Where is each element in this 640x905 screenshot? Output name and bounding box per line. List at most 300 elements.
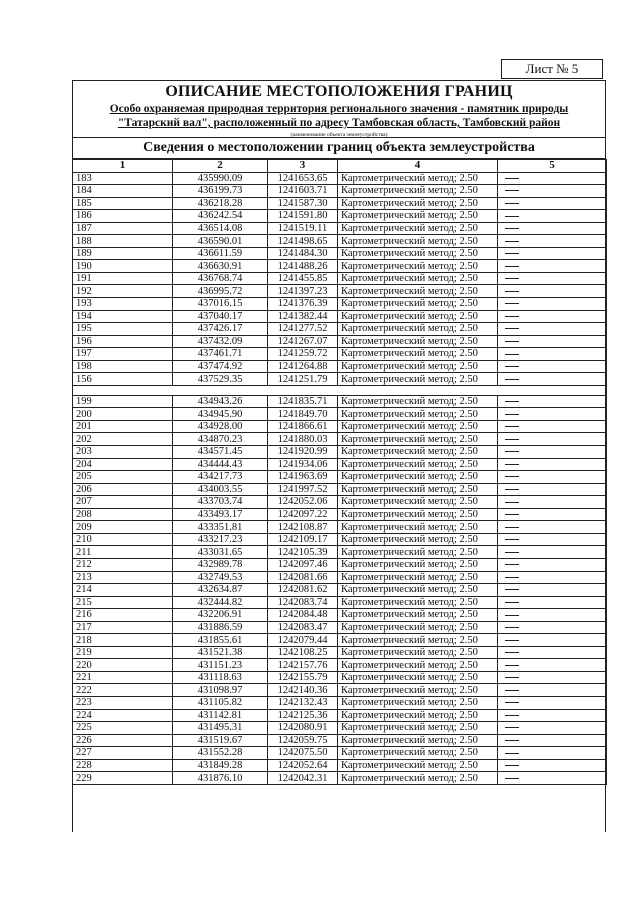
point-number: 227 — [73, 747, 173, 760]
point-number: 190 — [73, 260, 173, 273]
point-number: 188 — [73, 235, 173, 248]
x-coordinate: 433031.65 — [173, 546, 268, 559]
column-header: 5 — [498, 160, 607, 173]
y-coordinate: 1241264.88 — [268, 360, 338, 373]
dash-mark — [505, 753, 519, 754]
coordinates-table — [72, 159, 607, 785]
table-row — [73, 446, 607, 459]
y-coordinate: 1242081.62 — [268, 584, 338, 597]
dash-mark — [505, 203, 519, 204]
point-number: 216 — [73, 609, 173, 622]
note-cell — [498, 235, 607, 248]
point-number: 214 — [73, 584, 173, 597]
method-accuracy: Картометрический метод; 2.50 — [338, 483, 498, 496]
table-row — [73, 571, 607, 584]
section-title: Сведения о местоположении границ объекта землеустройства — [73, 137, 605, 159]
dash-mark — [505, 328, 519, 329]
note-cell — [498, 323, 607, 336]
table-row — [73, 696, 607, 709]
x-coordinate: 434928.00 — [173, 420, 268, 433]
point-number: 222 — [73, 684, 173, 697]
y-coordinate: 1242081.66 — [268, 571, 338, 584]
dash-mark — [505, 615, 519, 616]
table-row — [73, 360, 607, 373]
method-accuracy: Картометрический метод; 2.50 — [338, 471, 498, 484]
column-header: 4 — [338, 160, 498, 173]
x-coordinate: 433217.23 — [173, 533, 268, 546]
point-number: 195 — [73, 323, 173, 336]
method-accuracy: Картометрический метод; 2.50 — [338, 508, 498, 521]
x-coordinate: 434217.73 — [173, 471, 268, 484]
x-coordinate: 431521.38 — [173, 646, 268, 659]
table-row — [73, 684, 607, 697]
note-cell — [498, 533, 607, 546]
table-row — [73, 197, 607, 210]
dash-mark — [505, 253, 519, 254]
table-row — [73, 247, 607, 260]
dash-mark — [505, 354, 519, 355]
x-coordinate: 431855.61 — [173, 634, 268, 647]
y-coordinate: 1242075.50 — [268, 747, 338, 760]
x-coordinate: 437016.15 — [173, 298, 268, 311]
point-number: 225 — [73, 722, 173, 735]
method-accuracy: Картометрический метод; 2.50 — [338, 571, 498, 584]
method-accuracy: Картометрический метод; 2.50 — [338, 360, 498, 373]
point-number: 209 — [73, 521, 173, 534]
note-cell — [498, 546, 607, 559]
table-row — [73, 521, 607, 534]
point-number: 199 — [73, 395, 173, 408]
y-coordinate: 1242059.75 — [268, 734, 338, 747]
object-name-line-1: Особо охраняемая природная территория регионального значения - памятник природы — [109, 103, 569, 115]
x-coordinate: 431495.31 — [173, 722, 268, 735]
point-number: 229 — [73, 772, 173, 785]
note-cell — [498, 172, 607, 185]
point-number: 215 — [73, 596, 173, 609]
x-coordinate: 437529.35 — [173, 373, 268, 386]
y-coordinate: 1241653.65 — [268, 172, 338, 185]
table-row — [73, 596, 607, 609]
y-coordinate: 1241376.39 — [268, 298, 338, 311]
y-coordinate: 1241519.11 — [268, 222, 338, 235]
table-row — [73, 496, 607, 509]
table-row — [73, 395, 607, 408]
dash-mark — [505, 589, 519, 590]
y-coordinate: 1241484.30 — [268, 247, 338, 260]
table-row — [73, 621, 607, 634]
table-row — [73, 260, 607, 273]
y-coordinate: 1242140.36 — [268, 684, 338, 697]
point-number: 202 — [73, 433, 173, 446]
note-cell — [498, 335, 607, 348]
point-number: 197 — [73, 348, 173, 361]
note-cell — [498, 185, 607, 198]
y-coordinate: 1241849.70 — [268, 408, 338, 421]
point-number: 193 — [73, 298, 173, 311]
note-cell — [498, 373, 607, 386]
table-row — [73, 285, 607, 298]
x-coordinate: 431519.67 — [173, 734, 268, 747]
note-cell — [498, 298, 607, 311]
x-coordinate: 434943.26 — [173, 395, 268, 408]
table-row — [73, 458, 607, 471]
method-accuracy: Картометрический метод; 2.50 — [338, 222, 498, 235]
dash-mark — [505, 627, 519, 628]
method-accuracy: Картометрический метод; 2.50 — [338, 172, 498, 185]
dash-mark — [505, 527, 519, 528]
dash-mark — [505, 715, 519, 716]
method-accuracy: Картометрический метод; 2.50 — [338, 696, 498, 709]
note-cell — [498, 408, 607, 421]
object-name-caption: (наименование объекта землеустройства) — [290, 132, 388, 138]
note-cell — [498, 508, 607, 521]
dash-mark — [505, 665, 519, 666]
y-coordinate: 1241498.65 — [268, 235, 338, 248]
method-accuracy: Картометрический метод; 2.50 — [338, 285, 498, 298]
dash-mark — [505, 552, 519, 553]
note-cell — [498, 433, 607, 446]
table-row — [73, 734, 607, 747]
x-coordinate: 431105.82 — [173, 696, 268, 709]
table-row — [73, 634, 607, 647]
table-header-row — [73, 160, 607, 173]
method-accuracy: Картометрический метод; 2.50 — [338, 260, 498, 273]
note-cell — [498, 621, 607, 634]
note-cell — [498, 734, 607, 747]
y-coordinate: 1242084.48 — [268, 609, 338, 622]
x-coordinate: 431552.28 — [173, 747, 268, 760]
method-accuracy: Картометрический метод; 2.50 — [338, 323, 498, 336]
method-accuracy: Картометрический метод; 2.50 — [338, 671, 498, 684]
method-accuracy: Картометрический метод; 2.50 — [338, 584, 498, 597]
table-row — [73, 533, 607, 546]
dash-mark — [505, 266, 519, 267]
dash-mark — [505, 514, 519, 515]
note-cell — [498, 709, 607, 722]
table-row — [73, 546, 607, 559]
note-cell — [498, 521, 607, 534]
dash-mark — [505, 426, 519, 427]
dash-mark — [505, 677, 519, 678]
note-cell — [498, 634, 607, 647]
document-frame — [72, 80, 606, 832]
note-cell — [498, 446, 607, 459]
table-row — [73, 609, 607, 622]
x-coordinate: 435990.09 — [173, 172, 268, 185]
y-coordinate: 1242083.47 — [268, 621, 338, 634]
point-number: 205 — [73, 471, 173, 484]
x-coordinate: 436630.91 — [173, 260, 268, 273]
method-accuracy: Картометрический метод; 2.50 — [338, 185, 498, 198]
separator-row — [73, 385, 607, 395]
note-cell — [498, 558, 607, 571]
point-number: 194 — [73, 310, 173, 323]
table-row — [73, 210, 607, 223]
point-number: 198 — [73, 360, 173, 373]
method-accuracy: Картометрический метод; 2.50 — [338, 247, 498, 260]
y-coordinate: 1242042.31 — [268, 772, 338, 785]
y-coordinate: 1241251.79 — [268, 373, 338, 386]
dash-mark — [505, 577, 519, 578]
dash-mark — [505, 241, 519, 242]
y-coordinate: 1241866.61 — [268, 420, 338, 433]
note-cell — [498, 747, 607, 760]
dash-mark — [505, 379, 519, 380]
method-accuracy: Картометрический метод; 2.50 — [338, 734, 498, 747]
x-coordinate: 431849.28 — [173, 759, 268, 772]
dash-mark — [505, 228, 519, 229]
point-number: 210 — [73, 533, 173, 546]
method-accuracy: Картометрический метод; 2.50 — [338, 558, 498, 571]
note-cell — [498, 247, 607, 260]
x-coordinate: 432749.53 — [173, 571, 268, 584]
x-coordinate: 432206.91 — [173, 609, 268, 622]
column-header: 3 — [268, 160, 338, 173]
table-row — [73, 348, 607, 361]
y-coordinate: 1242097.46 — [268, 558, 338, 571]
x-coordinate: 436590.01 — [173, 235, 268, 248]
note-cell — [498, 759, 607, 772]
dash-mark — [505, 316, 519, 317]
table-row — [73, 323, 607, 336]
note-cell — [498, 210, 607, 223]
method-accuracy: Картометрический метод; 2.50 — [338, 496, 498, 509]
table-row — [73, 172, 607, 185]
note-cell — [498, 360, 607, 373]
sheet-number-box: Лист № 5 — [501, 59, 603, 79]
dash-mark — [505, 778, 519, 779]
y-coordinate: 1242109.17 — [268, 533, 338, 546]
note-cell — [498, 609, 607, 622]
note-cell — [498, 596, 607, 609]
method-accuracy: Картометрический метод; 2.50 — [338, 533, 498, 546]
dash-mark — [505, 341, 519, 342]
method-accuracy: Картометрический метод; 2.50 — [338, 458, 498, 471]
method-accuracy: Картометрический метод; 2.50 — [338, 420, 498, 433]
x-coordinate: 433703.74 — [173, 496, 268, 509]
x-coordinate: 436995.72 — [173, 285, 268, 298]
y-coordinate: 1242080.91 — [268, 722, 338, 735]
x-coordinate: 437461.71 — [173, 348, 268, 361]
x-coordinate: 431142.81 — [173, 709, 268, 722]
method-accuracy: Картометрический метод; 2.50 — [338, 272, 498, 285]
method-accuracy: Картометрический метод; 2.50 — [338, 659, 498, 672]
x-coordinate: 437474.92 — [173, 360, 268, 373]
table-row — [73, 759, 607, 772]
point-number: 189 — [73, 247, 173, 260]
note-cell — [498, 772, 607, 785]
x-coordinate: 436768.74 — [173, 272, 268, 285]
point-number: 192 — [73, 285, 173, 298]
table-row — [73, 335, 607, 348]
point-number: 208 — [73, 508, 173, 521]
method-accuracy: Картометрический метод; 2.50 — [338, 621, 498, 634]
point-number: 206 — [73, 483, 173, 496]
point-number: 201 — [73, 420, 173, 433]
point-number: 191 — [73, 272, 173, 285]
point-number: 221 — [73, 671, 173, 684]
method-accuracy: Картометрический метод; 2.50 — [338, 646, 498, 659]
method-accuracy: Картометрический метод; 2.50 — [338, 335, 498, 348]
point-number: 207 — [73, 496, 173, 509]
dash-mark — [505, 464, 519, 465]
point-number: 213 — [73, 571, 173, 584]
note-cell — [498, 646, 607, 659]
dash-mark — [505, 303, 519, 304]
method-accuracy: Картометрический метод; 2.50 — [338, 722, 498, 735]
point-number: 218 — [73, 634, 173, 647]
y-coordinate: 1241455.85 — [268, 272, 338, 285]
object-name-line-2: "Татарский вал", расположенный по адресу Тамбовская область, Тамбовский район — [117, 117, 561, 129]
table-row — [73, 558, 607, 571]
method-accuracy: Картометрический метод; 2.50 — [338, 759, 498, 772]
method-accuracy: Картометрический метод; 2.50 — [338, 408, 498, 421]
x-coordinate: 433351.81 — [173, 521, 268, 534]
document-title: ОПИСАНИЕ МЕСТОПОЛОЖЕНИЯ ГРАНИЦ — [165, 83, 513, 100]
y-coordinate: 1241277.52 — [268, 323, 338, 336]
point-number: 204 — [73, 458, 173, 471]
method-accuracy: Картометрический метод; 2.50 — [338, 210, 498, 223]
note-cell — [498, 483, 607, 496]
dash-mark — [505, 602, 519, 603]
y-coordinate: 1241997.52 — [268, 483, 338, 496]
method-accuracy: Картометрический метод; 2.50 — [338, 521, 498, 534]
y-coordinate: 1241880.03 — [268, 433, 338, 446]
note-cell — [498, 420, 607, 433]
dash-mark — [505, 401, 519, 402]
x-coordinate: 431098.97 — [173, 684, 268, 697]
method-accuracy: Картометрический метод; 2.50 — [338, 395, 498, 408]
y-coordinate: 1241259.72 — [268, 348, 338, 361]
x-coordinate: 436242.54 — [173, 210, 268, 223]
dash-mark — [505, 727, 519, 728]
point-number: 228 — [73, 759, 173, 772]
dash-mark — [505, 439, 519, 440]
x-coordinate: 434571.45 — [173, 446, 268, 459]
table-row — [73, 185, 607, 198]
point-number: 187 — [73, 222, 173, 235]
table-row — [73, 747, 607, 760]
x-coordinate: 431886.59 — [173, 621, 268, 634]
y-coordinate: 1242155.79 — [268, 671, 338, 684]
table-row — [73, 508, 607, 521]
x-coordinate: 436218.28 — [173, 197, 268, 210]
point-number: 224 — [73, 709, 173, 722]
y-coordinate: 1242105.39 — [268, 546, 338, 559]
y-coordinate: 1242097.22 — [268, 508, 338, 521]
note-cell — [498, 222, 607, 235]
point-number: 186 — [73, 210, 173, 223]
y-coordinate: 1241587.30 — [268, 197, 338, 210]
dash-mark — [505, 178, 519, 179]
y-coordinate: 1241934.06 — [268, 458, 338, 471]
x-coordinate: 436199.73 — [173, 185, 268, 198]
table-row — [73, 310, 607, 323]
note-cell — [498, 458, 607, 471]
point-number: 185 — [73, 197, 173, 210]
y-coordinate: 1241835.71 — [268, 395, 338, 408]
y-coordinate: 1241591.80 — [268, 210, 338, 223]
point-number: 220 — [73, 659, 173, 672]
dash-mark — [505, 489, 519, 490]
y-coordinate: 1242132.43 — [268, 696, 338, 709]
method-accuracy: Картометрический метод; 2.50 — [338, 373, 498, 386]
note-cell — [498, 696, 607, 709]
method-accuracy: Картометрический метод; 2.50 — [338, 634, 498, 647]
note-cell — [498, 671, 607, 684]
y-coordinate: 1242125.36 — [268, 709, 338, 722]
x-coordinate: 437432.09 — [173, 335, 268, 348]
dash-mark — [505, 190, 519, 191]
note-cell — [498, 722, 607, 735]
x-coordinate: 436611.59 — [173, 247, 268, 260]
method-accuracy: Картометрический метод; 2.50 — [338, 546, 498, 559]
table-row — [73, 483, 607, 496]
separator-cell — [73, 385, 607, 395]
x-coordinate: 432444.82 — [173, 596, 268, 609]
table-row — [73, 772, 607, 785]
dash-mark — [505, 476, 519, 477]
dash-mark — [505, 702, 519, 703]
y-coordinate: 1242079.44 — [268, 634, 338, 647]
point-number: 212 — [73, 558, 173, 571]
table-row — [73, 722, 607, 735]
note-cell — [498, 659, 607, 672]
x-coordinate: 434870.23 — [173, 433, 268, 446]
table-row — [73, 272, 607, 285]
y-coordinate: 1242052.06 — [268, 496, 338, 509]
table-body — [73, 172, 607, 784]
table-row — [73, 222, 607, 235]
y-coordinate: 1242108.25 — [268, 646, 338, 659]
method-accuracy: Картометрический метод; 2.50 — [338, 709, 498, 722]
x-coordinate: 437040.17 — [173, 310, 268, 323]
table-row — [73, 584, 607, 597]
table-row — [73, 420, 607, 433]
method-accuracy: Картометрический метод; 2.50 — [338, 433, 498, 446]
dash-mark — [505, 765, 519, 766]
dash-mark — [505, 216, 519, 217]
y-coordinate: 1242052.64 — [268, 759, 338, 772]
note-cell — [498, 197, 607, 210]
x-coordinate: 437426.17 — [173, 323, 268, 336]
table-row — [73, 471, 607, 484]
method-accuracy: Картометрический метод; 2.50 — [338, 446, 498, 459]
y-coordinate: 1241267.07 — [268, 335, 338, 348]
y-coordinate: 1241488.26 — [268, 260, 338, 273]
dash-mark — [505, 564, 519, 565]
x-coordinate: 434003.55 — [173, 483, 268, 496]
method-accuracy: Картометрический метод; 2.50 — [338, 298, 498, 311]
note-cell — [498, 285, 607, 298]
x-coordinate: 433493.17 — [173, 508, 268, 521]
y-coordinate: 1242083.74 — [268, 596, 338, 609]
note-cell — [498, 348, 607, 361]
dash-mark — [505, 539, 519, 540]
method-accuracy: Картометрический метод; 2.50 — [338, 684, 498, 697]
dash-mark — [505, 366, 519, 367]
x-coordinate: 436514.08 — [173, 222, 268, 235]
point-number: 203 — [73, 446, 173, 459]
table-row — [73, 235, 607, 248]
point-number: 184 — [73, 185, 173, 198]
note-cell — [498, 496, 607, 509]
dash-mark — [505, 690, 519, 691]
note-cell — [498, 584, 607, 597]
table-row — [73, 659, 607, 672]
method-accuracy: Картометрический метод; 2.50 — [338, 609, 498, 622]
point-number: 156 — [73, 373, 173, 386]
